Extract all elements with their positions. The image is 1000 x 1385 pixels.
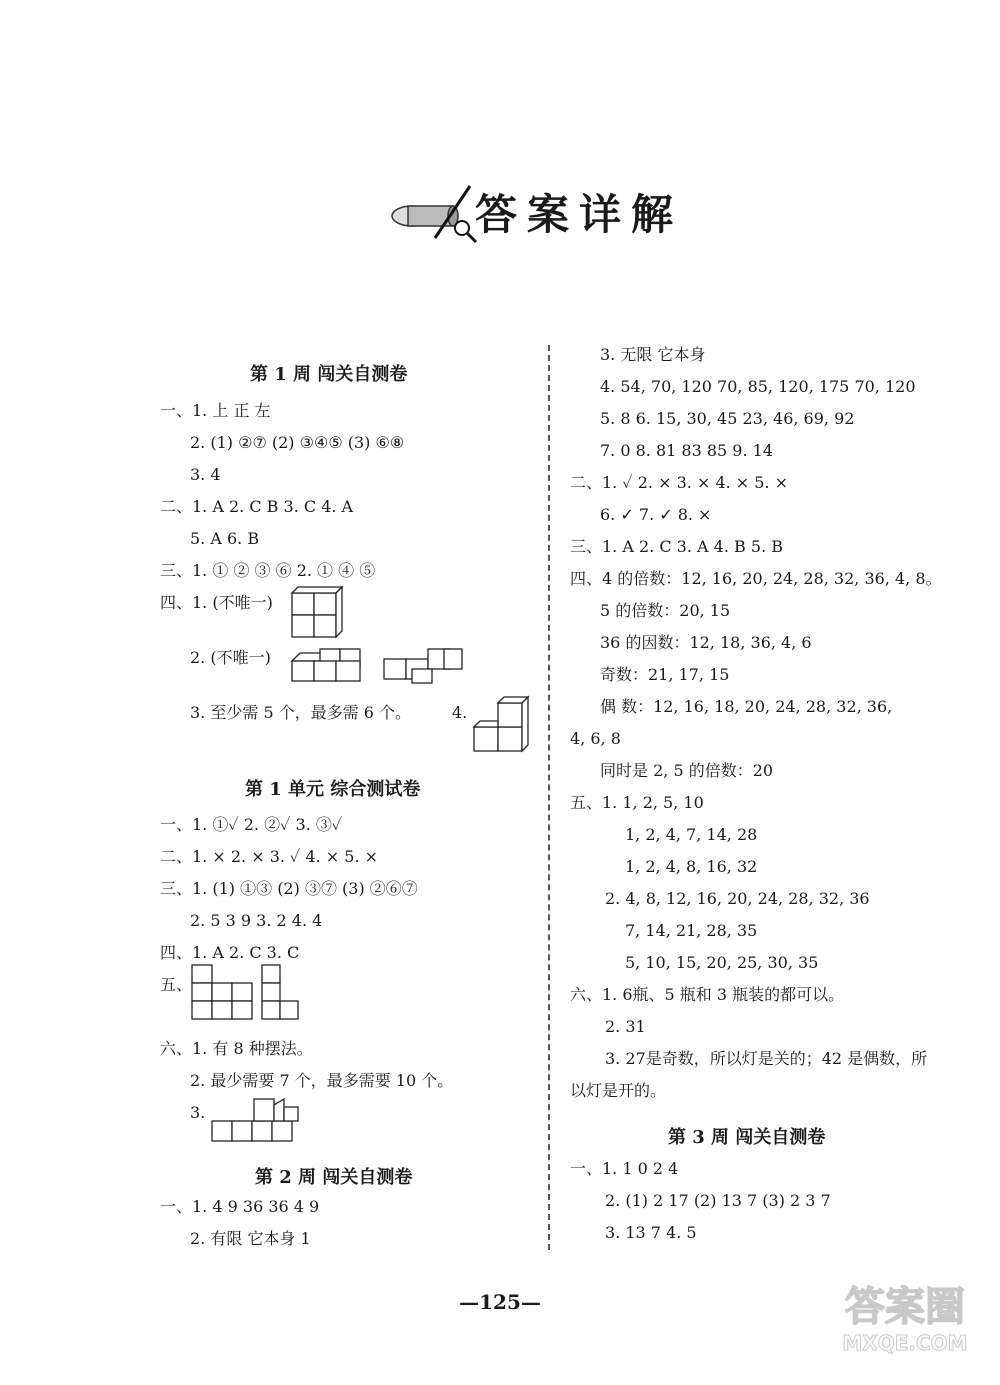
answer-line: 一、1. 上 正 左 <box>160 401 271 420</box>
answer-line: 3. 至少需 5 个，最多需 6 个。 <box>190 703 412 722</box>
answer-line: 7, 14, 21, 28, 35 <box>625 921 758 940</box>
scroll-pen-icon <box>390 178 480 248</box>
section-heading-unit1: 第 1 单元 综合测试卷 <box>245 779 421 800</box>
answer-line: 3. 4 <box>190 465 221 484</box>
answer-line: 三、1. ① ② ③ ⑥ 2. ① ④ ⑤ <box>160 561 376 580</box>
page-title: 答案详解 <box>475 190 684 239</box>
answer-line: 5. 8 6. 15, 30, 45 23, 46, 69, 92 <box>600 409 855 428</box>
answer-line: 7. 0 8. 81 83 85 9. 14 <box>600 441 774 460</box>
answer-line: 同时是 2, 5 的倍数：20 <box>600 761 774 780</box>
section-heading-week2: 第 2 周 闯关自测卷 <box>255 1167 413 1188</box>
answer-line: 2. (1) ②⑦ (2) ③④⑤ (3) ⑥⑧ <box>190 433 405 452</box>
answer-line: 5 的倍数：20, 15 <box>600 601 731 620</box>
answer-line: 4. <box>452 703 468 722</box>
answer-line: 5. A 6. B <box>190 529 260 548</box>
answer-line: 5, 10, 15, 20, 25, 30, 35 <box>625 953 819 972</box>
answer-line: 二、1. A 2. C B 3. C 4. A <box>160 497 354 516</box>
answer-line: 2. 4, 8, 12, 16, 20, 24, 28, 32, 36 <box>605 889 870 908</box>
answer-line: 2. 5 3 9 3. 2 4. 4 <box>190 911 323 930</box>
grid-view-front <box>192 965 256 1021</box>
section-heading-week3: 第 3 周 闯关自测卷 <box>668 1127 826 1148</box>
cube-figure-q4 <box>472 697 532 755</box>
answer-line: 四、1. (不唯一) <box>160 593 273 612</box>
answer-line: 五、 <box>160 975 193 994</box>
answer-line: 2. (不唯一) <box>190 648 271 667</box>
column-divider <box>548 345 550 1250</box>
answer-line: 二、1. × 2. × 3. ✓ 4. × 5. × <box>160 847 379 866</box>
watermark-logo <box>830 1265 980 1360</box>
answer-line: 3. 无限 它本身 <box>600 345 706 364</box>
answer-line: 一、1. 4 9 36 36 4 9 <box>160 1197 320 1216</box>
cube-figure-side-b <box>382 645 466 691</box>
answer-line: 四、4 的倍数：12, 16, 20, 24, 28, 32, 36, 4, 8。 <box>570 569 942 588</box>
answer-line: 奇数：21, 17, 15 <box>600 665 730 684</box>
answer-line: 6. ✓ 7. ✓ 8. × <box>600 505 712 524</box>
answer-line: 3. 13 7 4. 5 <box>605 1223 697 1242</box>
cube-figure-front <box>290 587 340 639</box>
answer-line: 六、1. 6瓶、5 瓶和 3 瓶装的都可以。 <box>570 985 845 1004</box>
answer-line: 3. 27是奇数，所以灯是关的；42 是偶数，所 <box>605 1049 928 1068</box>
cube-figure-side-a <box>290 645 370 691</box>
answer-line: 3. <box>190 1103 206 1122</box>
answer-line: 三、1. (1) ①③ (2) ③⑦ (3) ②⑥⑦ <box>160 879 418 898</box>
answer-line: 36 的因数：12, 18, 36, 4, 6 <box>600 633 812 652</box>
answer-line: 1, 2, 4, 7, 14, 28 <box>625 825 758 844</box>
section-heading-week1: 第 1 周 闯关自测卷 <box>250 364 408 385</box>
answer-line: 4, 6, 8 <box>570 729 621 748</box>
answer-line: 一、1. ①✓ 2. ②✓ 3. ③✓ <box>160 815 343 834</box>
svg-text:答案圈: 答案圈 <box>845 1284 965 1330</box>
answer-line: 2. 有限 它本身 1 <box>190 1229 311 1248</box>
answer-line: 2. (1) 2 17 (2) 13 7 (3) 2 3 7 <box>605 1191 831 1210</box>
answer-line: 五、1. 1, 2, 5, 10 <box>570 793 704 812</box>
svg-text:MXQE.COM: MXQE.COM <box>842 1331 968 1355</box>
answer-line: 四、1. A 2. C 3. C <box>160 943 300 962</box>
answer-line: 二、1. ✓ 2. × 3. × 4. × 5. × <box>570 473 789 492</box>
answer-line: 三、1. A 2. C 3. A 4. B 5. B <box>570 537 783 556</box>
page-number: —125— <box>459 1290 541 1314</box>
answer-line: 一、1. 1 0 2 4 <box>570 1159 679 1178</box>
answer-line: 六、1. 有 8 种摆法。 <box>160 1039 313 1058</box>
answer-line: 2. 最少需要 7 个，最多需要 10 个。 <box>190 1071 454 1090</box>
title-block <box>390 170 730 250</box>
answer-line: 1, 2, 4, 8, 16, 32 <box>625 857 758 876</box>
answer-line: 4. 54, 70, 120 70, 85, 120, 175 70, 120 <box>600 377 916 396</box>
answer-line: 2. 31 <box>605 1017 646 1036</box>
answer-line: 以灯是开的。 <box>570 1081 667 1100</box>
grid-view-side <box>260 965 304 1021</box>
cube-figure-q6-3 <box>212 1095 308 1143</box>
answer-line: 偶 数：12, 16, 18, 20, 24, 28, 32, 36, <box>600 697 893 716</box>
